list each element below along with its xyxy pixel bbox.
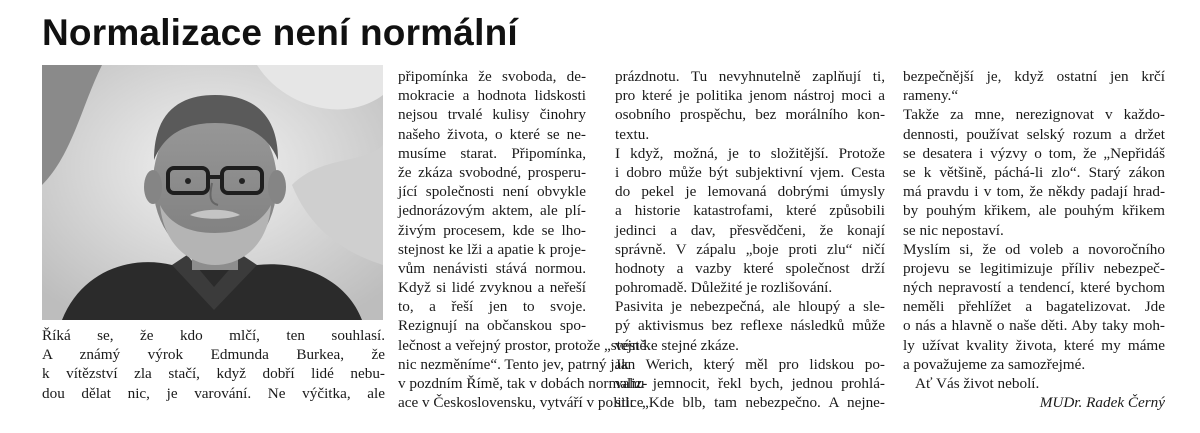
text-line: se desatera i výzvy o tom, že „Nepřidáš [903, 144, 1165, 162]
text-line: pro které je politika jenom nástroj moci a [615, 87, 885, 105]
text-line: bezpečnější je, když ostatní jen krčí [903, 68, 1165, 85]
text-line: by pouhým křikem, ale pouhým křikem [903, 202, 1165, 220]
text-line: že zkáza svobodné, prosperu- [398, 163, 586, 181]
text-line: do pekel je lemovaná dobrými úmysly [615, 183, 885, 201]
text-line: sil: „Kde blb, tam nebezpečno. A nejne- [615, 394, 885, 412]
text-line: v pozdním Římě, tak v dobách normaliz- [398, 375, 648, 392]
text-line: Když si lidé zvyknou a neřeší [398, 279, 586, 297]
text-line: neměli přehlížet a bagatelizovat. Jde [903, 298, 1165, 316]
text-line: a považujeme za samozřejmé. [903, 355, 1086, 373]
text-line: i dobro může být subjektivní vjem. Cesta [615, 163, 885, 181]
text-line: pohromadě. Důležité je rozlišování. [615, 279, 833, 297]
text-line: hodnoty a vazby které společnost drží [615, 259, 885, 277]
text-line: Myslím si, že od voleb a novoročního [903, 240, 1165, 258]
text-line: A známý výrok Edmunda Burkea, že [42, 346, 385, 364]
text-line: živým procesem, kde se lho- [398, 221, 586, 239]
text-line: musíme starat. Připomínka, [398, 144, 586, 162]
text-line: mokracie a hodnota lidskosti [398, 87, 586, 105]
author-portrait-image [42, 65, 383, 320]
text-line: ace v Československu, vytváří v politice [398, 394, 644, 412]
article-column-3 [615, 67, 885, 412]
text-line: našeho života, o které se ne- [398, 125, 586, 143]
text-line: Rezignují na občanskou spo- [398, 317, 586, 335]
text-line: pý aktivismus bez reflexe následků může [615, 317, 885, 335]
text-line: jednorázovým aktem, ale plí- [398, 202, 586, 220]
text-line: o nás a hlavně o naše děti. Aby taky moh- [903, 317, 1165, 335]
text-line: projevu se legitimizuje příliv nebezpeč- [903, 259, 1165, 277]
text-line: Jan Werich, který měl pro lidskou po- [615, 355, 885, 373]
text-line: jící společnosti není obvykle [398, 183, 586, 201]
text-line: Ať Vás život nebolí. [915, 375, 1040, 392]
text-line: se nic nepostaví. [903, 221, 1004, 239]
article-column-1 [42, 326, 385, 403]
text-line: lečnost a veřejný prostor, protože „stejně [398, 336, 647, 354]
text-line: vům nenávisti stává normou. [398, 259, 586, 277]
text-line: Pasivita je nebezpečná, ale hloupý a sle- [615, 298, 885, 316]
text-line: textu. [615, 125, 650, 143]
text-line: ly užívat kvality života, které my máme [903, 336, 1165, 354]
text-line: dennosti, používat selský rozum a držet [903, 125, 1165, 143]
text-line: k vítězství zla stačí, když dobří lidé nebu- [42, 365, 385, 383]
author-signature: MUDr. Radek Černý [1039, 394, 1165, 412]
text-line: má pravdu i v tom, že někdy padají hrad- [903, 183, 1165, 201]
text-line: připomínka že svoboda, de- [398, 68, 586, 85]
text-line: se k většině, páchá-li zlo“. Starý zákon [903, 163, 1165, 181]
text-line: to, a řeší jen to svoje. [398, 298, 586, 316]
text-line: rameny.“ [903, 87, 959, 105]
text-line: Takže za mne, nerezignovat v každo- [903, 106, 1165, 124]
text-line: stejnost ke lži a apatie k proje- [398, 240, 586, 258]
text-line: vést ke stejné zkáze. [615, 336, 739, 354]
text-line: Říká se, že kdo mlčí, ten souhlasí. [42, 327, 385, 344]
text-line: správně. V zápalu „boje proti zlu“ ničí [615, 240, 885, 258]
text-line: a historie katastrofami, které způsobili [615, 202, 885, 220]
article-column-4 [903, 67, 1165, 412]
text-line: jedinci a dav, přesvědčeni, že konají [615, 221, 885, 239]
text-line: prázdnotu. Tu nevyhnutelně zaplňují ti, [615, 68, 885, 85]
text-line: nic nezměníme“. Tento jev, patrný jak [398, 355, 629, 373]
author-photo [42, 65, 383, 320]
text-line: vahu jemnocit, řekl bych, jednou prohlá- [615, 375, 885, 392]
text-line: I když, možná, je to složitější. Protože [615, 144, 885, 162]
text-line: dou dělat nic, je varování. Ne výčitka, ale [42, 384, 385, 402]
text-line: osobního prospěchu, bez morálního kon- [615, 106, 885, 124]
text-line: nejsou trvalé kulisy činohry [398, 106, 586, 124]
headline: Normalizace není normální [42, 12, 518, 53]
text-line: ných nepravostí a tendencí, které bychom [903, 279, 1165, 297]
